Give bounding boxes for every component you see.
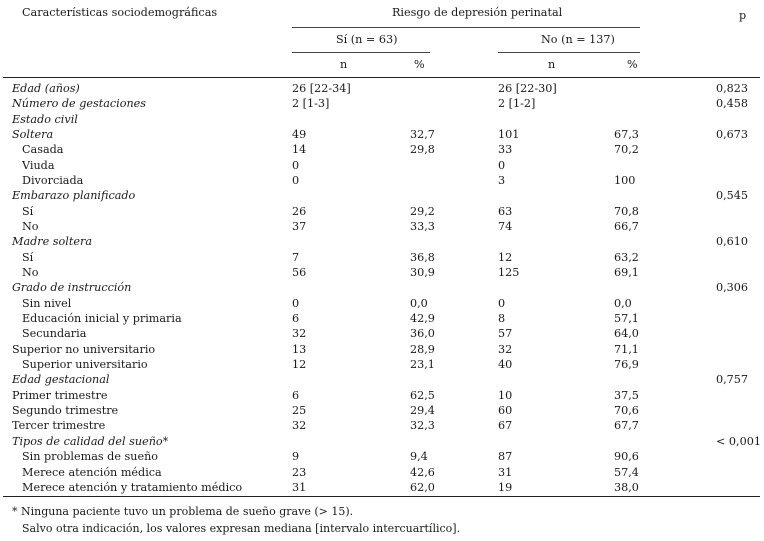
- cell-yes-pct: 62,5: [410, 389, 435, 402]
- cell-no-n: 63: [498, 205, 513, 218]
- cell-no-n: 32: [498, 343, 513, 356]
- header-characteristics: Características sociodemográficas: [22, 6, 218, 19]
- row-label: Edad (años): [12, 82, 80, 95]
- row-label: Secundaria: [22, 327, 87, 340]
- cell-yes-pct: 9,4: [410, 450, 428, 463]
- row-label: Estado civil: [12, 113, 78, 126]
- row-label: Merece atención y tratamiento médico: [22, 481, 243, 494]
- cell-yes-pct: 30,9: [410, 266, 435, 279]
- cell-yes-n: 32: [292, 419, 307, 432]
- cell-yes-pct: 33,3: [410, 220, 435, 233]
- cell-yes-pct: 29,8: [410, 143, 435, 156]
- row-label: Segundo trimestre: [12, 404, 119, 417]
- footnote-sleep: * Ninguna paciente tuvo un problema de sueño grave (> 15).: [12, 505, 354, 518]
- cell-yes-n: 7: [292, 251, 300, 264]
- row-label: Madre soltera: [12, 235, 93, 248]
- cell-no-n: 40: [498, 358, 513, 371]
- risk-underline: [292, 27, 640, 28]
- cell-yes-n: 0: [292, 174, 300, 187]
- cell-yes-n: 0: [292, 297, 300, 310]
- cell-no-n: 60: [498, 404, 513, 417]
- row-label: Sin nivel: [22, 297, 72, 310]
- cell-no-n: 26 [22-30]: [498, 82, 557, 95]
- cell-no-pct: 70,8: [614, 205, 639, 218]
- cell-no-n: 19: [498, 481, 513, 494]
- cell-no-pct: 67,7: [614, 419, 639, 432]
- cell-yes-n: 2 [1-3]: [292, 97, 330, 110]
- footer-divider: [3, 496, 760, 497]
- header-n-no: n: [548, 58, 556, 71]
- cell-no-pct: 0,0: [614, 297, 632, 310]
- cell-yes-n: 32: [292, 327, 307, 340]
- cell-p-value: 0,545: [716, 189, 749, 202]
- cell-yes-pct: 29,4: [410, 404, 435, 417]
- footnote-median: Salvo otra indicación, los valores expresan mediana [intervalo intercuartílico].: [22, 522, 461, 535]
- no-underline: [498, 52, 640, 53]
- cell-no-n: 74: [498, 220, 513, 233]
- cell-no-n: 57: [498, 327, 513, 340]
- header-p: p: [739, 9, 747, 22]
- cell-yes-pct: 23,1: [410, 358, 435, 371]
- row-label: Educación inicial y primaria: [22, 312, 182, 325]
- cell-yes-pct: 28,9: [410, 343, 435, 356]
- cell-yes-pct: 42,6: [410, 466, 435, 479]
- row-label: Sí: [22, 205, 34, 218]
- cell-no-n: 87: [498, 450, 513, 463]
- cell-no-n: 101: [498, 128, 520, 141]
- cell-no-n: 31: [498, 466, 513, 479]
- cell-no-pct: 66,7: [614, 220, 639, 233]
- cell-yes-pct: 29,2: [410, 205, 435, 218]
- row-label: No: [22, 220, 39, 233]
- header-pct-yes: %: [414, 58, 425, 71]
- cell-no-pct: 67,3: [614, 128, 639, 141]
- cell-no-pct: 71,1: [614, 343, 639, 356]
- row-label: Número de gestaciones: [12, 97, 147, 110]
- cell-no-pct: 76,9: [614, 358, 639, 371]
- header-divider: [3, 77, 760, 78]
- cell-yes-pct: 32,7: [410, 128, 435, 141]
- cell-yes-n: 23: [292, 466, 307, 479]
- row-label: Edad gestacional: [12, 373, 110, 386]
- cell-no-n: 8: [498, 312, 506, 325]
- row-label: Primer trimestre: [12, 389, 108, 402]
- cell-yes-n: 26: [292, 205, 307, 218]
- cell-yes-n: 9: [292, 450, 300, 463]
- row-label: Sí: [22, 251, 34, 264]
- cell-p-value: 0,823: [716, 82, 749, 95]
- cell-yes-n: 0: [292, 159, 300, 172]
- row-label: Tipos de calidad del sueño*: [12, 435, 169, 448]
- cell-yes-pct: 32,3: [410, 419, 435, 432]
- row-label: Superior universitario: [22, 358, 148, 371]
- cell-yes-n: 25: [292, 404, 307, 417]
- cell-p-value: 0,610: [716, 235, 749, 248]
- cell-yes-pct: 0,0: [410, 297, 428, 310]
- yes-underline: [292, 52, 430, 53]
- header-no-group: No (n = 137): [541, 33, 615, 46]
- cell-yes-n: 49: [292, 128, 307, 141]
- cell-no-pct: 64,0: [614, 327, 639, 340]
- row-label: Tercer trimestre: [12, 419, 106, 432]
- header-n-yes: n: [340, 58, 348, 71]
- cell-p-value: 0,306: [716, 281, 749, 294]
- cell-no-pct: 38,0: [614, 481, 639, 494]
- cell-yes-n: 56: [292, 266, 307, 279]
- cell-no-n: 0: [498, 297, 506, 310]
- row-label: Embarazo planificado: [12, 189, 136, 202]
- cell-yes-pct: 42,9: [410, 312, 435, 325]
- row-label: Merece atención médica: [22, 466, 162, 479]
- cell-no-pct: 70,6: [614, 404, 639, 417]
- cell-yes-n: 26 [22-34]: [292, 82, 351, 95]
- row-label: Grado de instrucción: [12, 281, 132, 294]
- cell-p-value: 0,757: [716, 373, 749, 386]
- row-label: Viuda: [22, 159, 55, 172]
- cell-yes-n: 6: [292, 312, 300, 325]
- cell-no-n: 2 [1-2]: [498, 97, 536, 110]
- cell-yes-n: 31: [292, 481, 307, 494]
- cell-no-pct: 69,1: [614, 266, 639, 279]
- cell-no-n: 67: [498, 419, 513, 432]
- cell-no-pct: 37,5: [614, 389, 639, 402]
- cell-no-pct: 57,1: [614, 312, 639, 325]
- cell-p-value: 0,673: [716, 128, 749, 141]
- header-risk: Riesgo de depresión perinatal: [392, 6, 563, 19]
- cell-no-n: 125: [498, 266, 520, 279]
- cell-no-n: 10: [498, 389, 513, 402]
- row-label: No: [22, 266, 39, 279]
- row-label: Sin problemas de sueño: [22, 450, 159, 463]
- header-yes-group: Sí (n = 63): [336, 33, 398, 46]
- cell-yes-n: 14: [292, 143, 307, 156]
- row-label: Superior no universitario: [12, 343, 156, 356]
- cell-no-n: 3: [498, 174, 506, 187]
- cell-yes-pct: 36,8: [410, 251, 435, 264]
- cell-no-n: 33: [498, 143, 513, 156]
- row-label: Soltera: [12, 128, 54, 141]
- cell-no-pct: 63,2: [614, 251, 639, 264]
- cell-no-n: 0: [498, 159, 506, 172]
- header-pct-no: %: [627, 58, 638, 71]
- row-label: Casada: [22, 143, 64, 156]
- row-label: Divorciada: [22, 174, 84, 187]
- cell-yes-n: 13: [292, 343, 307, 356]
- cell-no-pct: 70,2: [614, 143, 639, 156]
- cell-no-pct: 90,6: [614, 450, 639, 463]
- cell-no-pct: 57,4: [614, 466, 639, 479]
- cell-yes-pct: 62,0: [410, 481, 435, 494]
- cell-yes-n: 37: [292, 220, 307, 233]
- cell-yes-n: 12: [292, 358, 307, 371]
- cell-yes-pct: 36,0: [410, 327, 435, 340]
- cell-p-value: < 0,001: [716, 435, 761, 448]
- cell-no-n: 12: [498, 251, 513, 264]
- cell-yes-n: 6: [292, 389, 300, 402]
- cell-no-pct: 100: [614, 174, 636, 187]
- cell-p-value: 0,458: [716, 97, 749, 110]
